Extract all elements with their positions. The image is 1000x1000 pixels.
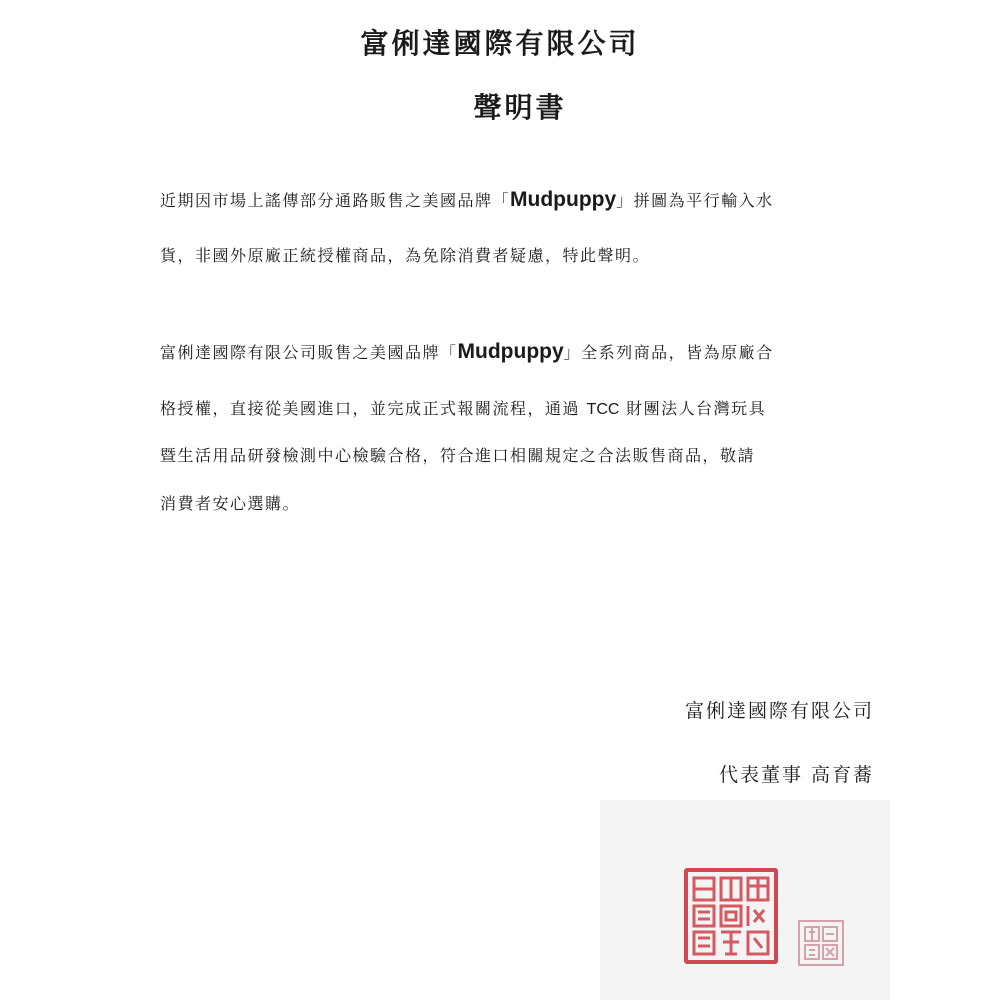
signature-company: 富俐達國際有限公司 [684,700,874,722]
paragraph-line [160,243,650,266]
text-segment: 」全系列商品，皆為原廠合 [563,343,774,362]
paragraph-line [160,188,774,212]
text-segment: 富俐達國際有限公司販售之美國品牌「 [160,343,458,362]
seal-area [600,800,890,1000]
text-segment: 近期因市場上謠傳部分通路販售之美國品牌「 [160,191,511,210]
paragraph-line [160,491,300,514]
company-title: 富俐達國際有限公司 [360,27,640,60]
representative-seal-glyphs [800,922,842,964]
signature-representative: 代表董事 高育蕎 [718,764,874,786]
text-segment: 格授權，直接從美國進口，並完成正式報關流程，通過 [160,399,587,418]
statement-title: 聲明書 [473,91,567,124]
tcc-abbreviation: TCC [586,401,620,418]
paragraph-line [160,396,766,419]
paragraph-line [160,340,774,364]
representative-seal [798,920,844,966]
paragraph-line [160,443,755,466]
company-seal [684,868,778,964]
company-seal-glyphs [688,872,774,960]
text-segment: 貨，非國外原廠正統授權商品，為免除消費者疑慮，特此聲明。 [160,246,651,265]
text-segment: 消費者安心選購。 [160,494,301,513]
text-segment: 暨生活用品研發檢測中心檢驗合格，符合進口相關規定之合法販售商品，敬請 [160,446,756,465]
text-segment: 」拼圖為平行輸入水 [616,191,774,210]
brand-name: Mudpuppy [457,340,564,363]
text-segment: 財團法人台灣玩具 [619,399,767,418]
brand-name: Mudpuppy [510,188,617,211]
